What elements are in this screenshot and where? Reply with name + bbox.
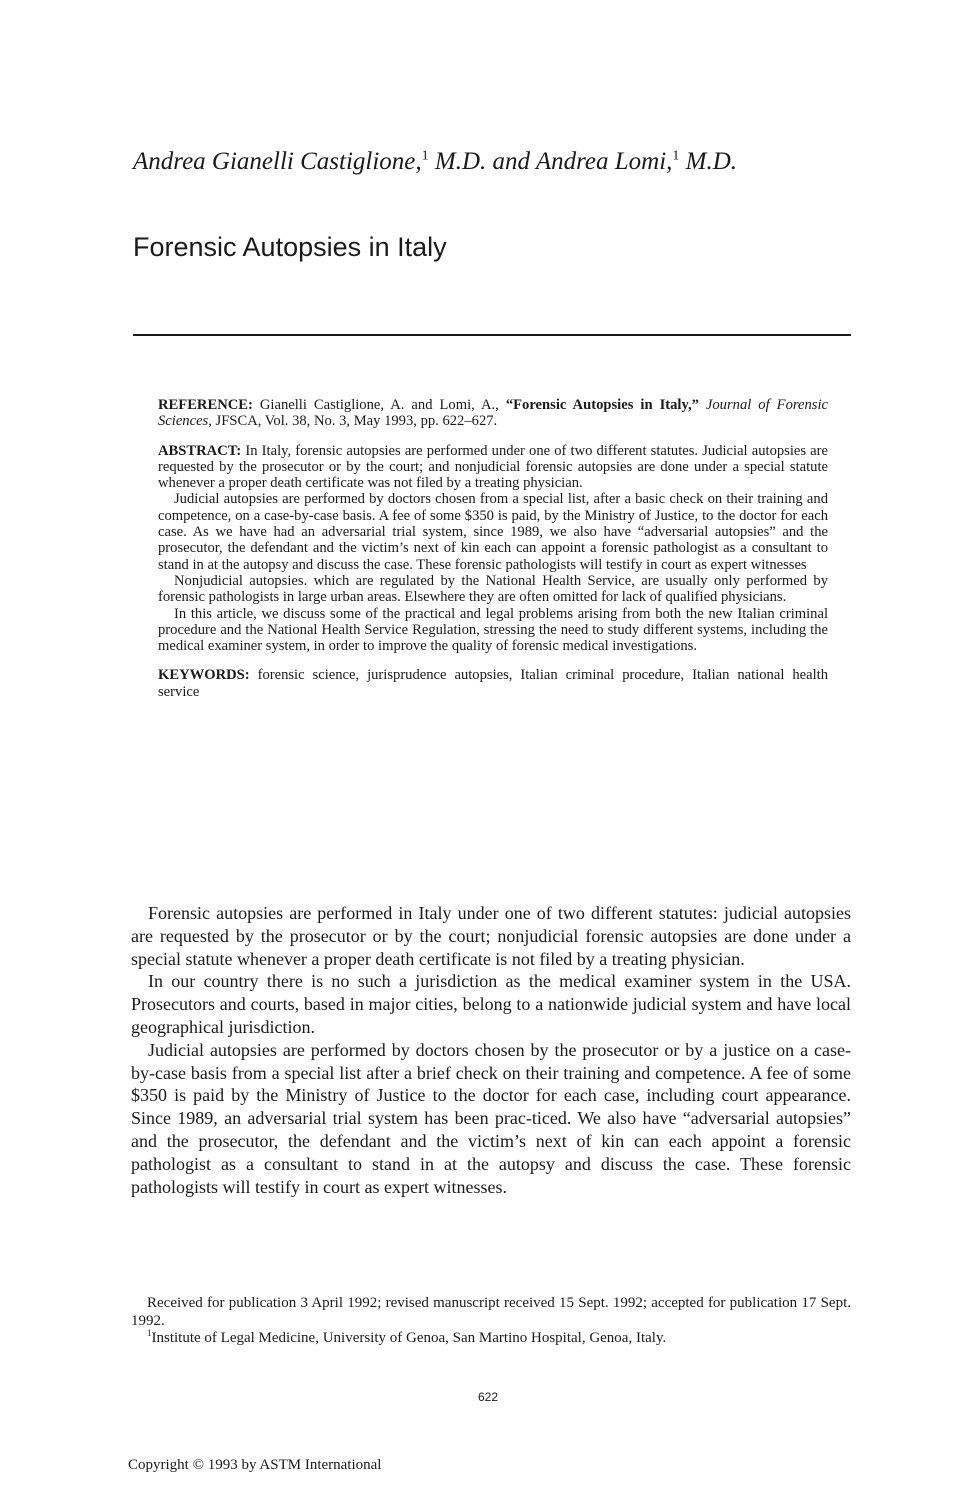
footnotes (131, 1295, 851, 1348)
received-footnote: Received for publication 3 April 1992; revised manuscript received 15 Sept. 1992; accepted for publication 17 Sept. 1992. (131, 1295, 851, 1329)
reference-authors: Gianelli Castiglione, A. and Lomi, A., (252, 397, 506, 413)
keywords-label: KEYWORDS: (158, 667, 250, 684)
body-paragraph-2: In our country there is no such a jurisdiction as the medical examiner system in the USA. Prosecutors and courts, based in major cities, belong to a nationwide judicial system and have local geographical jurisdiction. (131, 971, 851, 1037)
abstract-paragraph-4: In this article, we discuss some of the practical and legal problems arising from both the new Italian criminal procedure and the National Health Service Regulation, stressing the need to study different systems, including the medical examiner system, in order to improve the quality of forensic medical investigations. (158, 605, 828, 655)
abstract-paragraph-1 (158, 443, 828, 492)
abstract-text-1: In Italy, forensic autopsies are performed under one of two different statutes. Judicial autopsies are requested by the prosecutor or by the court; and nonjudicial forensic autopsies are done under a special statute whenever a proper death certificate was not filed by a treating physician. (158, 442, 828, 492)
author-conjunction: and (486, 148, 536, 175)
author-line (133, 148, 737, 176)
author-2-degree: M.D. (679, 148, 738, 175)
article-title: Forensic Autopsies in Italy (133, 232, 447, 262)
abstract-block (158, 397, 828, 700)
author-1-name: Andrea Gianelli Castiglione, (133, 148, 422, 175)
abstract-paragraph-3: Nonjudicial autopsies. which are regulated by the National Health Service, are usually only performed by forensic pathologists in large urban areas. Elsewhere they are often omitted for lack of qualified physicians. (158, 572, 828, 606)
affiliation-footnote (131, 1330, 851, 1348)
affiliation-text: Institute of Legal Medicine, University of Genoa, San Martino Hospital, Genoa, Italy. (151, 1330, 667, 1346)
abstract-label: ABSTRACT: (158, 442, 242, 459)
reference-article-title: “Forensic Autopsies in Italy,” (505, 397, 699, 413)
author-2-footnote-mark: 1 (672, 148, 680, 164)
reference-paragraph (158, 397, 828, 430)
page-number: 622 (478, 1390, 499, 1404)
reference-details: , JFSCA, Vol. 38, No. 3, May 1993, pp. 622–627. (208, 413, 498, 430)
reference-label: REFERENCE: (158, 397, 253, 413)
affiliation-footnote-mark: 1 (147, 1328, 152, 1338)
reference-journal: Journal of Forensic Sciences (158, 397, 828, 430)
author-1-degree: M.D. (428, 148, 487, 175)
title-divider (133, 334, 851, 336)
author-1-footnote-mark: 1 (421, 148, 429, 164)
keywords-text: forensic science, jurisprudence autopsies, Italian criminal procedure, Italian national health service (158, 667, 828, 700)
body-paragraph-1: Forensic autopsies are performed in Italy under one of two different statutes: judicial autopsies are requested by the prosecutor or by the court; nonjudicial forensic autopsies are done under a special statute whenever a proper death certificate is not filed by a treating physician. (131, 903, 851, 969)
body-paragraph-3: Judicial autopsies are performed by doctors chosen by the prosecutor or by a justice on a case-by-case basis from a special list after a brief check on their training and competence. A fee of some $350 is paid by the Ministry of Justice to the doctor for each case, including court appearance. Since 1989, an adversarial trial system has been prac-ticed. We also have “adversarial autopsies” and the prosecutor, the defendant and the victim’s next of kin can each appoint a forensic pathologist as a consultant to stand in at the autopsy and discuss the case. These forensic pathologists will testify in court as expert witnesses. (131, 1039, 851, 1197)
abstract-paragraph-2: Judicial autopsies are performed by doctors chosen from a special list, after a basic check on their training and competence, on a case-by-case basis. A fee of some $350 is paid, by the Ministry of Justice, to the doctor for each case. As we have had an adversarial trial system, since 1989, we also have “adversarial autopsies” and the prosecutor, the defendant and the victim’s next of kin each can appoint a forensic pathologist as a consultant to stand in at the autopsy and discuss the case. These forensic pathologists will testify in court as expert witnesses (158, 491, 828, 573)
keywords-paragraph (158, 667, 828, 700)
body-text (131, 902, 851, 1198)
copyright-notice: Copyright © 1993 by ASTM International (128, 1457, 382, 1473)
author-2-name: Andrea Lomi, (535, 148, 673, 175)
